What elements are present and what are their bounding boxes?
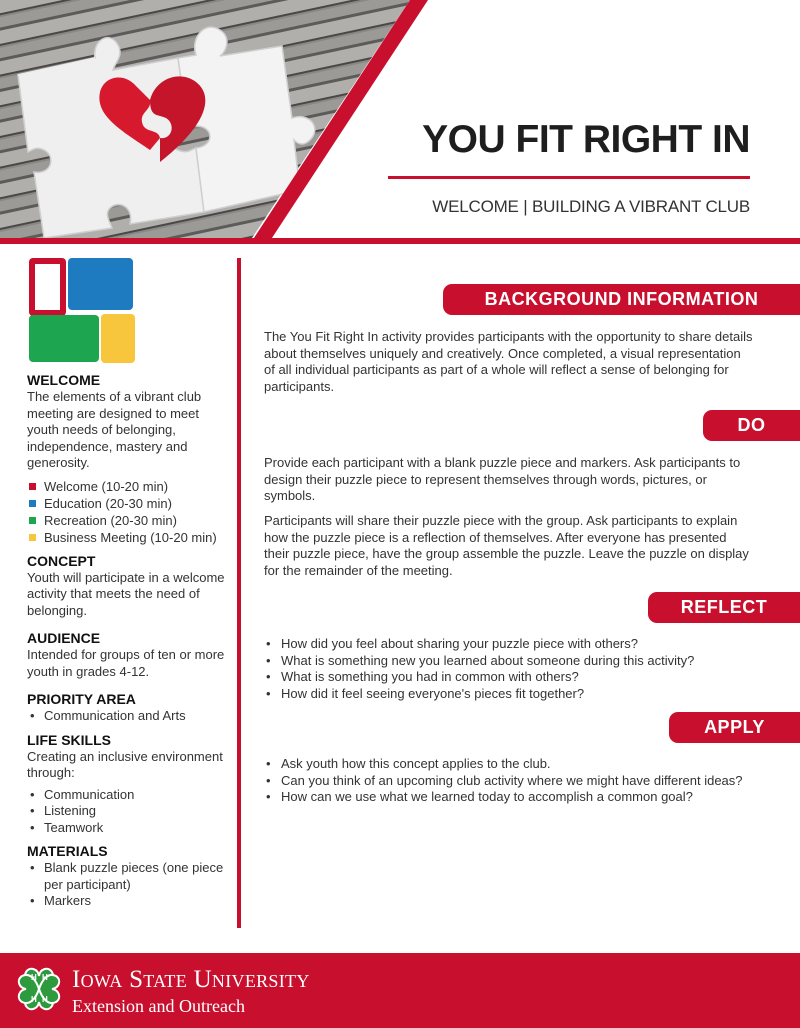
do-text-2: Participants will share their puzzle piece with the group. Ask participants to explain how the puzzle piece is a reflection of themselves. After everyone has presented their puzzle piece, have the group assemble the puzzle. Leave the puzzle on display for the remainder of the meeting.: [264, 513, 749, 578]
list-item: • How can we use what we learned today to accomplish a common goal?: [264, 789, 754, 806]
logo-yellow-square: [101, 314, 135, 363]
materials-heading: MATERIALS: [27, 843, 108, 859]
meeting-legend: [27, 478, 232, 546]
life-skills-intro: Creating an inclusive environment through:: [27, 748, 223, 780]
legend-swatch: [29, 483, 36, 490]
sidebar: [27, 258, 232, 910]
reflect-heading: REFLECT: [648, 592, 800, 623]
list-item: • Ask youth how this concept applies to the club.: [264, 756, 754, 773]
legend-item-welcome: Welcome (10-20 min): [27, 478, 232, 495]
list-item: • What is something new you learned about someone during this activity?: [264, 653, 754, 670]
extension-name: Extension and Outreach: [72, 996, 245, 1016]
list-item: • Markers: [27, 893, 232, 910]
svg-text:H: H: [42, 973, 48, 982]
apply-heading: APPLY: [669, 712, 800, 743]
legend-swatch: [29, 517, 36, 524]
audience-text: Intended for groups of ten or more youth in grades 4-12.: [27, 647, 225, 679]
do-heading: DO: [703, 410, 800, 441]
page-title: YOU FIT RIGHT IN: [422, 118, 750, 161]
legend-swatch: [29, 534, 36, 541]
column-divider: [237, 258, 241, 928]
list-item: • How did it feel seeing everyone's pieces fit together?: [264, 686, 754, 703]
page-subtitle: WELCOME | BUILDING A VIBRANT CLUB: [432, 197, 750, 216]
svg-text:H: H: [42, 995, 48, 1004]
title-rule: [388, 176, 750, 179]
reflect-list: [264, 636, 754, 702]
vibrant-club-logo: [29, 258, 139, 366]
legend-item-business: Business Meeting (10-20 min): [27, 529, 232, 546]
legend-item-recreation: Recreation (20-30 min): [27, 512, 232, 529]
footer-bar: [0, 953, 800, 1028]
welcome-text: The elements of a vibrant club meeting are designed to meet youth needs of belonging, independence, mastery and generosity.: [27, 389, 202, 470]
priority-list: [27, 708, 232, 725]
logo-green-square: [29, 315, 99, 362]
life-skills-list: [27, 787, 232, 837]
background-text: The You Fit Right In activity provides participants with the opportunity to share details about themselves uniquely and creatively. Once completed, a visual representation of all individual participants as part of a whole will reflect a sense of belonging for participants.: [264, 329, 753, 394]
materials-list: [27, 860, 232, 910]
list-item: • Can you think of an upcoming club activity where we might have different ideas?: [264, 773, 754, 790]
priority-heading: PRIORITY AREA: [27, 691, 136, 707]
do-text-1: Provide each participant with a blank puzzle piece and markers. Ask participants to design their puzzle piece to represent themselves through words, pictures, or symbols.: [264, 455, 741, 503]
concept-text: Youth will participate in a welcome activity that meets the need of belonging.: [27, 569, 225, 618]
legend-swatch: [29, 500, 36, 507]
list-item: • Communication: [27, 787, 232, 804]
university-name: Iowa State University: [72, 966, 310, 993]
apply-list: [264, 756, 754, 806]
logo-red-square: [29, 258, 66, 316]
list-item: • What is something you had in common with others?: [264, 669, 754, 686]
list-item: • Listening: [27, 803, 232, 820]
logo-blue-square: [68, 258, 133, 310]
four-h-clover-icon: [14, 964, 64, 1016]
header-banner: [0, 0, 800, 244]
svg-text:H: H: [31, 973, 37, 982]
audience-heading: AUDIENCE: [27, 630, 101, 646]
list-item: • Blank puzzle pieces (one piece per participant): [27, 860, 232, 893]
list-item: • Communication and Arts: [27, 708, 232, 725]
background-heading: BACKGROUND INFORMATION: [443, 284, 800, 315]
welcome-heading: WELCOME: [27, 372, 101, 388]
svg-text:H: H: [31, 995, 37, 1004]
list-item: • How did you feel about sharing your puzzle piece with others?: [264, 636, 754, 653]
legend-item-education: Education (20-30 min): [27, 495, 232, 512]
list-item: • Teamwork: [27, 820, 232, 837]
concept-heading: CONCEPT: [27, 552, 96, 569]
life-skills-heading: LIFE SKILLS: [27, 731, 111, 748]
header-divider: [0, 238, 800, 244]
